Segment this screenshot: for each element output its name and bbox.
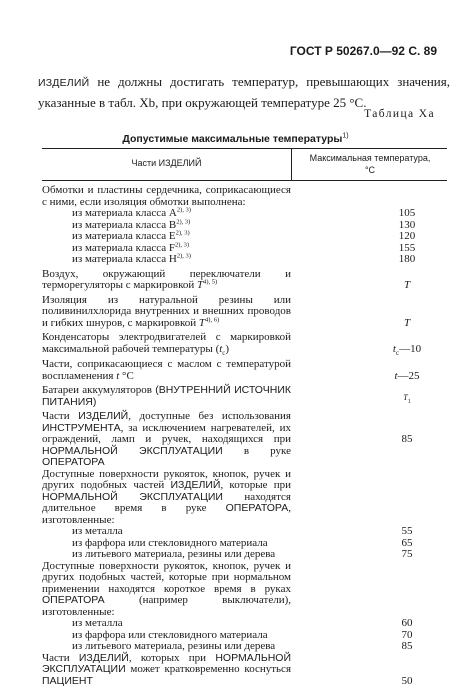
row-class-f-note: 2), 3) <box>175 240 190 248</box>
row-porcelain-value: 65 <box>401 536 413 549</box>
row-class-a-label: из материала класса A <box>72 207 177 219</box>
row-class-h-text <box>42 254 291 266</box>
table-row <box>42 618 447 630</box>
table-row <box>42 653 447 687</box>
row-metal-text: из металла <box>72 525 123 538</box>
row-capacitors-value-sub: c <box>395 348 400 357</box>
row-capacitors-var: t <box>219 342 223 355</box>
row-class-e-label: из материала класса E <box>72 230 176 242</box>
intro-paragraph <box>38 72 450 112</box>
row-battery-value-sub: 1 <box>407 398 411 405</box>
intro-caps: ИЗДЕЛИЙ <box>38 77 90 89</box>
row-class-e-value: 120 <box>398 230 416 242</box>
row-switches-text <box>42 269 291 292</box>
row-tool-f: НОРМАЛЬНОЙ ЭКСПЛУАТАЦИИ <box>42 444 223 457</box>
row-tool-b: ИЗДЕЛИЙ <box>78 410 129 423</box>
row-handles-text <box>42 469 291 527</box>
row-patient-text <box>42 653 291 687</box>
column-header-max-temp <box>293 152 447 176</box>
row-molded2-value: 85 <box>401 640 413 653</box>
row-insulation-note: 4), 6) <box>205 315 220 323</box>
row-handles-f: ОПЕРАТОРА <box>225 502 289 515</box>
table-row <box>42 359 447 382</box>
row-patient-d: НОРМАЛЬНОЙ ЭКСПЛУАТАЦИИ <box>42 651 292 676</box>
row-porcelain-text: из фарфора или стекловидного материала <box>72 536 268 549</box>
row-switches-label: Воздух, окружающий переключатели и терморегуляторы с маркировкой <box>42 267 291 291</box>
row-class-b-value: 130 <box>398 218 416 231</box>
table-row <box>42 411 447 469</box>
table-row <box>42 526 447 538</box>
column-header-max-temp-unit: °C <box>364 165 376 175</box>
row-switches-note: 4), 5) <box>203 278 218 286</box>
row-capacitors-value <box>291 344 447 360</box>
row-capacitors-value-rest: —10 <box>399 342 422 355</box>
row-short-text <box>42 561 291 619</box>
table-row <box>42 385 447 408</box>
row-switches-value: T <box>403 279 411 291</box>
header-column-divider <box>291 148 292 180</box>
row-class-h-note: 2), 3) <box>176 252 191 260</box>
row-class-b-label: из материала класса B <box>72 218 177 231</box>
row-class-f-value: 155 <box>398 241 416 254</box>
row-patient-f: ПАЦИЕНТ <box>42 674 93 687</box>
row-handles-d: НОРМАЛЬНОЙ ЭКСПЛУАТАЦИИ <box>42 490 223 503</box>
row-handles-c: , которые при <box>220 479 292 492</box>
table-label: Таблица Xa <box>364 108 435 120</box>
row-oil-var: t <box>116 369 120 382</box>
table-top-rule <box>42 148 447 149</box>
intro-text: не должны достигать температур, превышающих значения, указанные в табл. Xb, при окружающей температуре 25 °C. <box>38 74 450 110</box>
column-header-parts-caps: ИЗДЕЛИЙ <box>158 158 202 168</box>
row-metal-value: 55 <box>401 525 413 538</box>
row-capacitors-sub: c <box>222 348 226 357</box>
column-header-max-temp-text: Максимальная температура, <box>309 153 431 163</box>
row-battery-caps: (ВНУТРЕННИЙ ИСТОЧНИК ПИТАНИЯ) <box>42 384 291 408</box>
row-class-e-note: 2), 3) <box>175 229 190 237</box>
row-handles-g: , изготовленные: <box>42 502 291 526</box>
row-insulation-t: T <box>198 316 206 329</box>
table-title-note: 1) <box>342 132 349 140</box>
row-oil-unit: °C <box>119 369 134 382</box>
row-switches-t: T <box>197 279 204 291</box>
row-tool-e: , за исключением нагревателей, их ограждений, ламп и ручек, находящихся при <box>42 421 291 446</box>
row-short-c: (например выключатели), изготовленные: <box>42 594 291 618</box>
row-tool-d: ИНСТРУМЕНТА <box>42 421 121 434</box>
row-short-b: ОПЕРАТОРА <box>42 594 105 607</box>
page-header: ГОСТ Р 50267.0—92 С. 89 <box>289 44 437 58</box>
row-class-h-label: из материала класса H <box>72 253 177 265</box>
row-molded-text: из литьевого материала, резины или дерева <box>72 548 276 561</box>
column-header-parts <box>42 158 291 168</box>
table-row <box>42 295 447 330</box>
row-capacitors-value-var: t <box>392 342 396 355</box>
row-porcelain2-value: 70 <box>401 628 413 641</box>
header-bottom-rule <box>42 180 447 181</box>
row-insulation-label: Изоляция из натуральной резины или поливинилхлорида внутренних и внешних проводов и гибких шнуров, с маркировкой <box>42 293 291 329</box>
row-tool-c: , доступные без использования <box>128 410 291 423</box>
row-oil-value <box>291 371 447 383</box>
row-class-a-note: 2), 3) <box>176 206 191 214</box>
table-row <box>42 561 447 619</box>
row-capacitors-close: ) <box>225 342 230 355</box>
row-class-a-value: 105 <box>398 207 416 219</box>
row-tool-g: в руке <box>222 444 291 457</box>
row-handles-a: Доступные поверхности рукояток, кнопок, ручек и других подобных частей <box>42 467 291 492</box>
row-handles-e: находятся длительное время в руке <box>42 490 291 515</box>
row-molded2-text: из литьевого материала, резины или дерева <box>72 640 276 653</box>
row-short-a: Доступные поверхности рукояток, кнопок, ручек и других подобных частей, которые при нормальном применении находятся короткое время в руках <box>42 559 291 595</box>
row-class-h-value: 180 <box>398 253 416 265</box>
table-body <box>42 185 447 687</box>
row-battery-value-var: T <box>403 392 408 402</box>
row-insulation-value: T <box>403 316 411 329</box>
column-header-parts-prefix: Части <box>131 158 159 168</box>
row-tool-value: 85 <box>401 433 413 446</box>
row-patient-c: , которых при <box>128 651 216 664</box>
row-oil-text <box>42 359 291 382</box>
row-battery-label: Батареи аккумуляторов <box>42 384 156 397</box>
table-row <box>42 332 447 359</box>
row-capacitors-label: Конденсаторы электродвигателей с маркировкой максимальной рабочей температуры ( <box>42 331 291 355</box>
row-molded-value: 75 <box>401 548 413 561</box>
row-insulation-text <box>42 295 291 330</box>
row-class-b-note: 2), 3) <box>176 217 191 225</box>
row-oil-label: Части, соприкасающиеся с маслом с температурой воспламенения <box>42 358 291 382</box>
table-row <box>42 185 447 208</box>
row-oil-value-var: t <box>394 369 398 382</box>
row-windings-text: Обмотки и пластины сердечника, соприкасающиеся с ними, если изоляция обмотки выполнена: <box>42 184 291 208</box>
row-battery-text <box>42 385 291 408</box>
row-metal2-value: 60 <box>401 617 413 630</box>
row-class-f-label: из материала класса F <box>72 241 176 254</box>
table-title-text: Допустимые максимальные температуры <box>122 133 343 145</box>
row-patient-e: может кратковременно коснуться <box>125 663 291 676</box>
table-row <box>42 254 447 266</box>
row-tool-a: Части <box>42 410 79 423</box>
row-capacitors-text <box>42 332 291 359</box>
row-patient-value: 50 <box>401 674 413 687</box>
row-porcelain2-text: из фарфора или стекловидного материала <box>72 628 268 641</box>
row-metal2-text: из металла <box>72 617 123 630</box>
table-title <box>0 133 471 145</box>
table-row <box>42 269 447 292</box>
row-patient-b: ИЗДЕЛИЙ <box>78 651 129 664</box>
row-patient-a: Части <box>42 651 79 664</box>
row-tool-text <box>42 411 291 469</box>
row-handles-b: ИЗДЕЛИЙ <box>170 479 221 492</box>
row-battery-value <box>291 392 447 409</box>
row-oil-value-rest: —25 <box>397 369 420 382</box>
table-row <box>42 469 447 527</box>
row-tool-h: ОПЕРАТОРА <box>42 456 105 469</box>
